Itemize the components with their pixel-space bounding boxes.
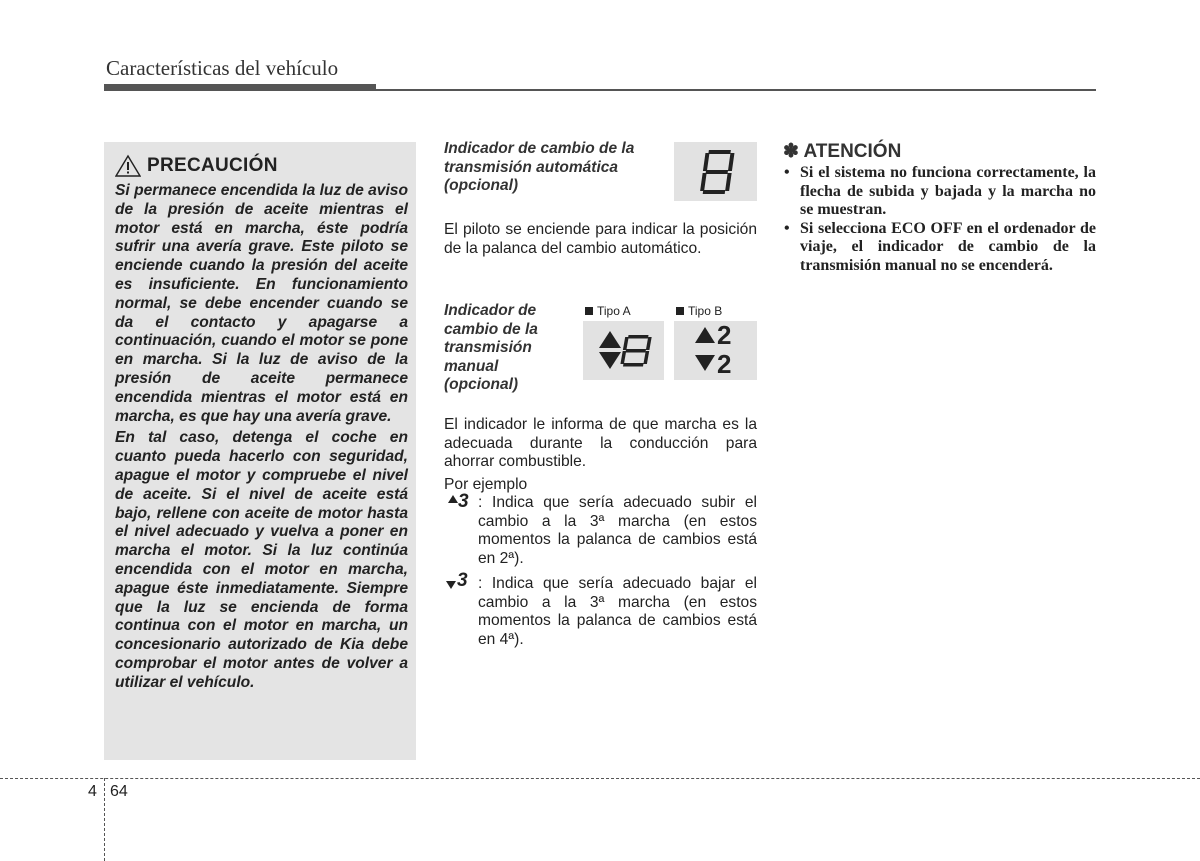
type-b-label: Tipo B: [676, 304, 722, 318]
bullet-square-icon: [676, 307, 684, 315]
attention-item: • Si el sistema no funciona correctamente, la flecha de subida y bajada y la marcha no se muestran.: [783, 164, 1096, 220]
caution-paragraph-2: En tal caso, detenga el coche en cuanto pueda hacerlo con seguridad, apague el motor y compruebe el nivel de aceite. Si el nivel de aceite está bajo, rellene con aceite de motor hasta el nivel adecuado y vuelva a poner en marcha el motor. Si la luz continúa encendida con el motor en marcha, apague éste inmediatamente. Siempre que la luz se encienda de forma continua con el motor en marcha, un concesionario autorizado de Kia debe comprobar el motor antes de volver a utilizar el vehículo.: [115, 429, 408, 691]
attention-item: • Si selecciona ECO OFF en el ordenador de viaje, el indicador de cambio de la transmisión manual no se encenderá.: [783, 220, 1096, 276]
footer-rule: [0, 778, 1200, 779]
auto-indicator-body: El piloto se enciende para indicar la posición de la palanca del cambio automático.: [444, 221, 757, 257]
type-b-display: [674, 321, 757, 380]
type-b-up-gear: 2: [717, 320, 732, 350]
bullet-square-icon: [585, 307, 593, 315]
header-rule-thin: [376, 89, 1096, 91]
type-b-down-gear: 2: [717, 349, 732, 379]
chapter-number: 4: [88, 783, 97, 800]
upshift-indicator-icon: [444, 491, 482, 568]
caution-header: [115, 154, 408, 178]
manual-indicator-body: El indicador le informa de que marcha es la adecuada durante la conducción para ahorrar combustible.: [444, 416, 757, 471]
manual-indicator-heading: Indicador de cambio de la transmisión manual (opcional): [444, 302, 538, 394]
down-arrow-icon: [445, 578, 457, 590]
example-upshift-text: : Indica que sería adecuado subir el cambio a la 3ª marcha (en estos momentos la palanca de cambios está en 2ª).: [478, 494, 757, 567]
caution-title: PRECAUCIÓN: [147, 155, 278, 176]
auto-indicator-display: [674, 142, 757, 201]
downshift-indicator-icon: [444, 570, 482, 649]
header-rule-thick: [104, 84, 376, 91]
up-down-gear-digit-icon: [583, 321, 664, 380]
example-upshift: [444, 491, 757, 568]
example-downshift: [444, 570, 757, 649]
attention-title: ✽ ATENCIÓN: [783, 141, 902, 162]
page-header-title: Características del vehículo: [106, 56, 339, 80]
type-a-display: [583, 321, 664, 380]
attention-list: [783, 164, 1096, 276]
seven-segment-digit-icon: [674, 142, 757, 201]
caution-paragraph-1: Si permanece encendida la luz de aviso de la presión de aceite mientras el motor está en marcha, éste podría sufrir una avería grave. Este piloto se enciende cuando la presión del aceite es insuficiente. En funcionamiento normal, se debe encender cuando se da el contacto y apagarse a continuación, cuando el motor se pone en marcha. Si la luz de aviso de la presión de aceite permanece encendida mientras el motor está en marcha, es que hay una avería grave.: [115, 182, 408, 425]
type-a-label: Tipo A: [585, 304, 631, 318]
downshift-gear-glyph: 3: [457, 570, 468, 591]
warning-triangle-icon: [115, 154, 141, 178]
example-label: Por ejemplo: [444, 476, 528, 493]
footer-divider: [104, 778, 105, 861]
caution-box: [104, 142, 416, 760]
example-downshift-text: : Indica que sería adecuado bajar el cambio a la 3ª marcha (en estos momentos la palanca de cambios está en 4ª).: [478, 575, 757, 648]
up-down-arrow-icon: [674, 321, 757, 380]
page-number: 64: [110, 783, 128, 800]
upshift-gear-glyph: 3: [458, 491, 469, 512]
auto-indicator-heading: Indicador de cambio de la transmisión automática (opcional): [444, 140, 635, 195]
